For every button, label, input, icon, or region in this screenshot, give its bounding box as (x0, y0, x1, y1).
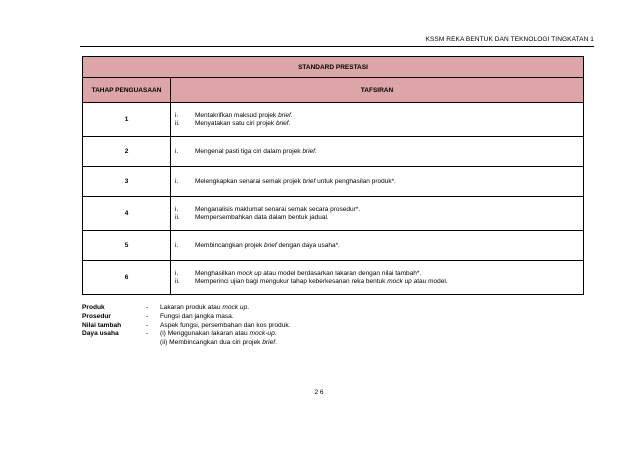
item-text: (i) Menggunakan lakaran atau (160, 330, 248, 338)
item-body (195, 178, 396, 186)
note-description (160, 313, 291, 322)
header-rule (80, 46, 594, 47)
list-item (175, 206, 579, 214)
level-cell: 5 (83, 231, 171, 261)
level-cell: 2 (83, 137, 171, 167)
item-number: i. (175, 177, 179, 185)
item-text-after: dengan daya usaha*. (276, 241, 340, 249)
page-number: 2 6 (314, 389, 324, 396)
running-header: KSSM REKA BENTUK DAN TEKNOLOGI TINGKATAN 1 (425, 36, 594, 43)
item-text-after: . (290, 111, 293, 119)
note-dash: - (146, 304, 149, 311)
item-text-after: . (275, 339, 277, 347)
note-row (82, 330, 291, 339)
list-item (175, 120, 579, 128)
tafsiran-cell (171, 231, 584, 261)
item-body (195, 206, 360, 214)
table-row (83, 231, 584, 261)
item-number: ii. (175, 119, 180, 127)
item-text: Mempersembahkan data dalam bentuk jadual. (195, 213, 329, 221)
item-italic-term: mock up (222, 304, 248, 311)
list-item (175, 278, 579, 286)
item-text: Membincangkan projek (195, 241, 263, 249)
note-row (82, 339, 291, 348)
tafsiran-cell (171, 103, 584, 137)
list-item (175, 112, 579, 120)
note-term: Prosedur (82, 312, 111, 320)
list-item (175, 214, 579, 222)
item-text-after: atau model. (411, 277, 448, 285)
note-dash (146, 339, 160, 348)
standard-prestasi-table (82, 56, 584, 295)
note-description (160, 304, 291, 313)
item-italic-term: brief (262, 339, 276, 347)
item-text: Melengkapkan senarai semak projek (195, 177, 301, 185)
item-text: Lakaran produk atau (160, 304, 221, 311)
item-text-after: . (288, 119, 291, 127)
item-italic-term: brief (278, 111, 291, 119)
item-italic-term: mock up (387, 277, 412, 285)
list-item (175, 178, 579, 186)
item-italic-term: brief (275, 119, 289, 127)
notes-list (82, 304, 291, 348)
item-body (195, 112, 293, 120)
table-row (83, 167, 584, 197)
item-italic-term: brief (302, 147, 315, 155)
tafsiran-cell (171, 261, 584, 295)
list-item (175, 242, 579, 250)
table-title: STANDARD PRESTASI (83, 57, 584, 78)
note-term: Nilai tambah (82, 321, 122, 329)
item-text-after: . (274, 330, 277, 338)
item-number: i. (175, 269, 179, 277)
col-header-tahap: TAHAP PENGUASAAN (83, 78, 171, 103)
item-body (195, 120, 290, 128)
item-text: Menghasilkan (195, 269, 236, 277)
note-row (82, 313, 291, 322)
item-number: i. (175, 241, 179, 249)
item-text-after: atau model berdasarkan lakaran dengan nilai tambah*. (261, 269, 422, 277)
list-item (175, 270, 579, 278)
note-term (82, 339, 146, 348)
item-text: (ii) Membincangkan dua ciri projek (160, 339, 261, 347)
item-number: i. (175, 147, 179, 155)
note-row (82, 304, 291, 313)
item-body (195, 242, 340, 250)
col-header-tafsiran: TAFSIRAN (171, 78, 584, 103)
tafsiran-cell (171, 197, 584, 231)
tafsiran-cell (171, 137, 584, 167)
item-number: ii. (175, 277, 180, 285)
table-row (83, 197, 584, 231)
item-text: Aspek fungsi, persembahan dan kos produk. (160, 321, 291, 329)
note-description (160, 322, 291, 331)
item-text: Menganalisis maklumat senarai semak secara prosedur*. (195, 205, 361, 213)
item-italic-term: mock-up (249, 330, 275, 338)
table-row (83, 261, 584, 295)
item-text-after: . (247, 304, 250, 311)
item-body (195, 214, 329, 222)
item-body (195, 278, 448, 286)
item-text: Mentakrifkan maksud projek (195, 111, 277, 119)
level-cell: 3 (83, 167, 171, 197)
item-text-after: . (314, 147, 317, 155)
note-dash: - (146, 330, 149, 338)
item-text: Memperinci ujian bagi mengukur tahap keberkesanan reka bentuk (195, 277, 386, 285)
table-row (83, 137, 584, 167)
item-number: ii. (175, 213, 180, 221)
item-text: Fungsi dan jangka masa. (160, 312, 234, 320)
note-term: Produk (82, 304, 105, 311)
item-text: Menyatakan satu ciri projek (195, 119, 275, 127)
item-italic-term: brief (264, 241, 277, 249)
level-cell: 6 (83, 261, 171, 295)
item-body (195, 148, 317, 156)
item-italic-term: mock up (236, 269, 262, 277)
note-term: Daya usaha (82, 330, 119, 338)
item-number: i. (175, 205, 179, 213)
tafsiran-cell (171, 167, 584, 197)
table-row (83, 103, 584, 137)
item-italic-term: brief (302, 177, 316, 185)
note-dash: - (146, 312, 149, 320)
note-description (160, 339, 291, 348)
item-body (195, 270, 421, 278)
note-row (82, 322, 291, 331)
item-text-after: untuk penghasilan produk*. (315, 177, 396, 185)
item-text: Mengenal pasti tiga ciri dalam projek (195, 147, 301, 155)
level-cell: 1 (83, 103, 171, 137)
item-number: i. (175, 111, 179, 119)
note-description (160, 330, 291, 339)
level-cell: 4 (83, 197, 171, 231)
note-dash: - (146, 321, 149, 329)
list-item (175, 148, 579, 156)
